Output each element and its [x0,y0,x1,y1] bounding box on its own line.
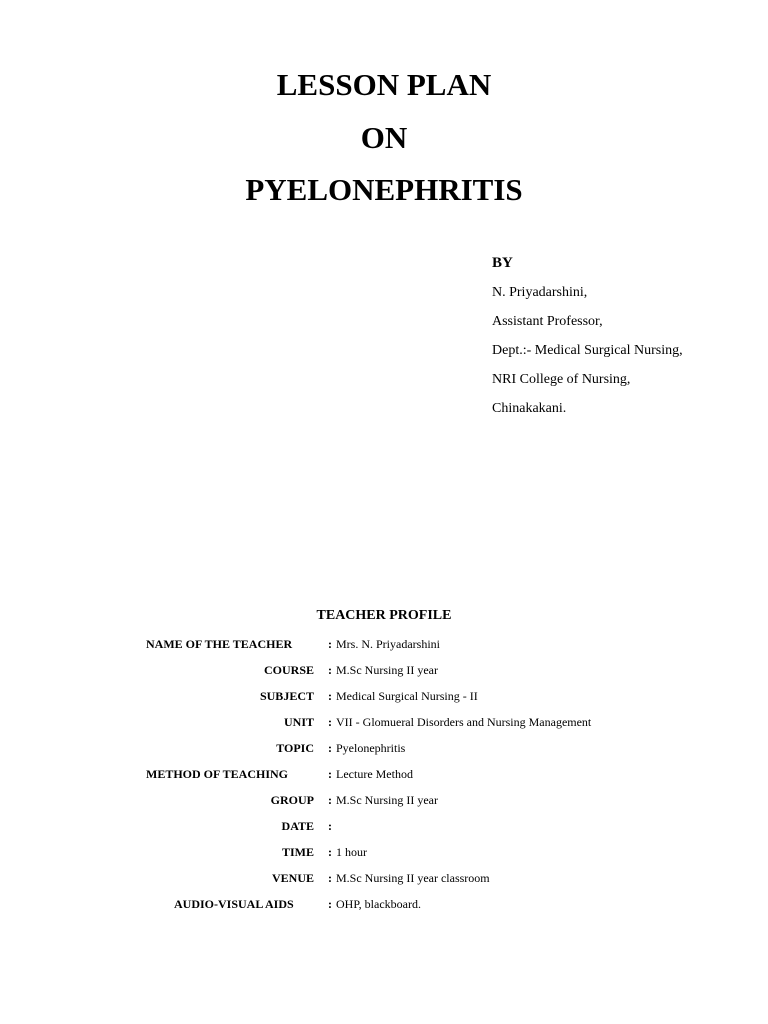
profile-label: TIME [281,845,314,859]
profile-row-subject [0,686,768,706]
profile-value: M.Sc Nursing II year classroom [336,871,490,885]
by-label: BY [492,255,513,271]
profile-row-course [0,660,768,680]
profile-colon: : [328,663,332,677]
profile-row-method [0,764,768,784]
profile-value: 1 hour [336,845,367,859]
profile-value: Lecture Method [336,767,413,781]
profile-colon: : [328,767,332,781]
author-department: Dept.:- Medical Surgical Nursing, [492,343,683,358]
profile-colon: : [328,793,332,807]
profile-label: NAME OF THE TEACHER [146,637,293,651]
title-line-2: ON [360,120,408,155]
profile-value: VII - Glomueral Disorders and Nursing Management [336,715,592,729]
profile-value: Medical Surgical Nursing - II [336,689,478,703]
profile-row-date [0,816,768,836]
profile-colon: : [328,845,332,859]
profile-colon: : [328,715,332,729]
profile-value: M.Sc Nursing II year [336,663,438,677]
title-line-1: LESSON PLAN [276,67,492,102]
author-location: Chinakakani. [492,401,567,416]
profile-value: OHP, blackboard. [336,897,421,911]
author-designation: Assistant Professor, [492,314,603,329]
profile-label: COURSE [263,663,314,677]
profile-label: AUDIO-VISUAL AIDS [174,897,294,911]
profile-row-topic [0,738,768,758]
profile-label: DATE [281,819,314,833]
profile-row-group [0,790,768,810]
teacher-profile-heading: TEACHER PROFILE [316,608,452,623]
profile-row-venue [0,868,768,888]
profile-value: Pyelonephritis [336,741,406,755]
profile-row-unit [0,712,768,732]
author-college: NRI College of Nursing, [492,372,631,387]
author-block [492,253,683,428]
profile-colon: : [328,897,332,911]
profile-label: METHOD OF TEACHING [146,767,289,781]
profile-value: M.Sc Nursing II year [336,793,438,807]
profile-label: TOPIC [276,741,314,755]
profile-row-av-aids [0,894,768,914]
author-name: N. Priyadarshini, [492,285,588,300]
profile-colon: : [328,637,332,651]
profile-label: UNIT [283,715,314,729]
profile-label: VENUE [271,871,314,885]
profile-label: SUBJECT [259,689,314,703]
profile-row-teacher-name [0,634,768,654]
title-line-3: PYELONEPHRITIS [245,172,523,207]
profile-colon: : [328,689,332,703]
profile-label: GROUP [270,793,314,807]
profile-colon: : [328,741,332,755]
profile-colon: : [328,819,332,833]
profile-value: Mrs. N. Priyadarshini [336,637,440,651]
profile-colon: : [328,871,332,885]
profile-row-time [0,842,768,862]
